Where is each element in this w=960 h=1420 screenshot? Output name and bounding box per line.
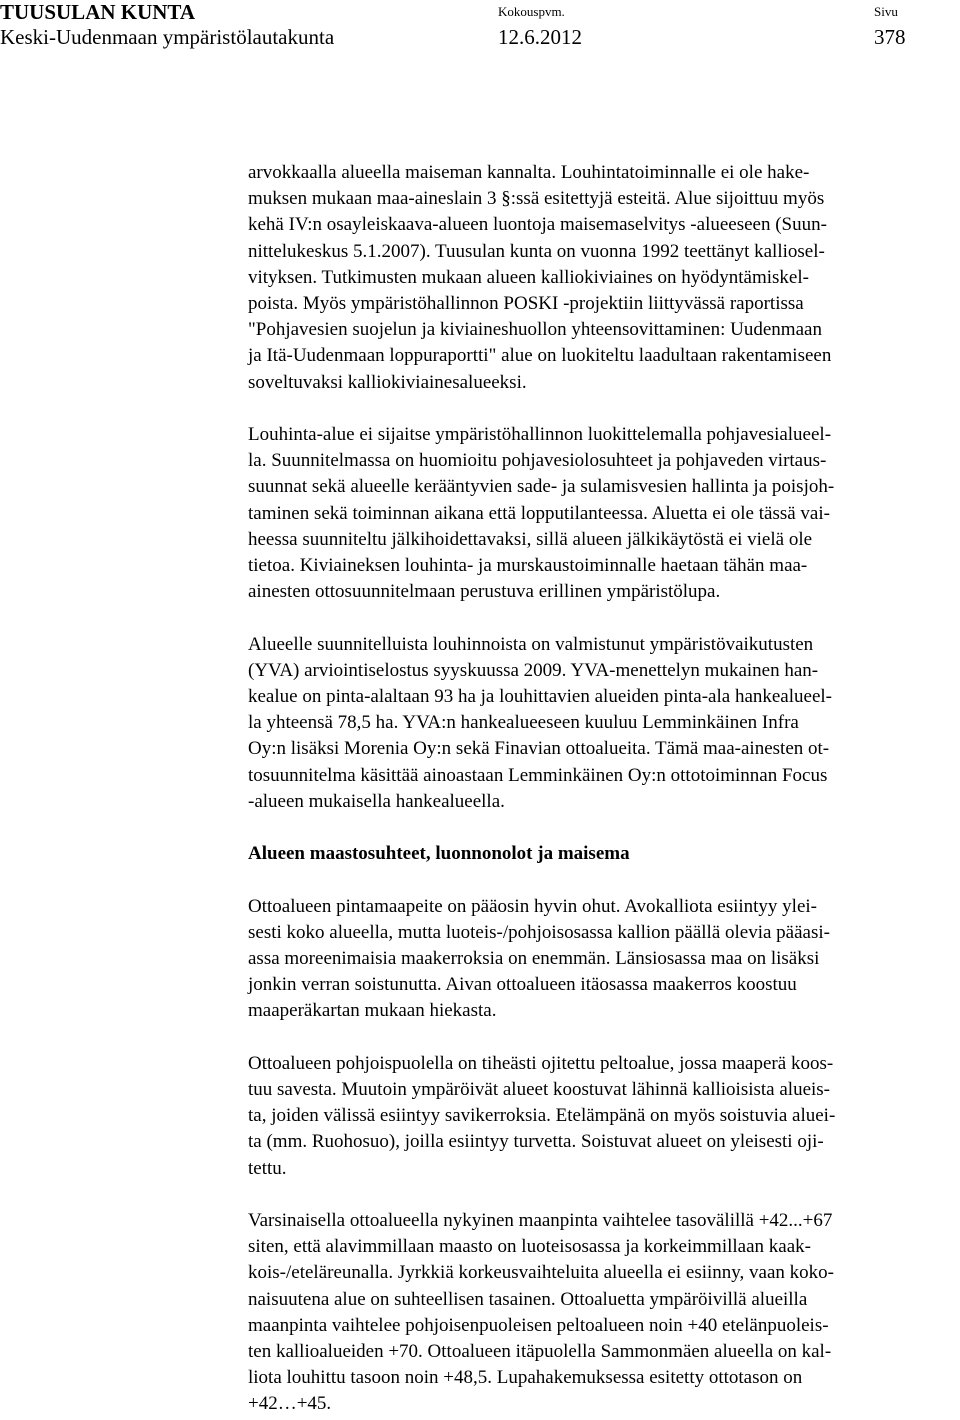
- paragraph: [248, 632, 958, 815]
- text-line: jonkin verran soistunutta. Aivan ottoalueen itäosassa maakerros koostuu: [248, 974, 797, 996]
- section-heading: [248, 841, 958, 867]
- text-line: Alueelle suunnitelluista louhinnoista on valmistunut ympäristövaikutusten: [248, 633, 814, 655]
- text-line: +42…+45.: [248, 1393, 332, 1415]
- text-line: -alueen mukaisella hankealueella.: [248, 790, 505, 812]
- text-line: muksen mukaan maa-aineslain 3 §:ssä esitettyjä esteitä. Alue sijoittuu myös: [248, 188, 825, 210]
- text-line: vityksen. Tutkimusten mukaan alueen kalliokiviaines on hyödyntämiskel-: [248, 266, 809, 288]
- paragraph-gap: [248, 867, 958, 893]
- text-line: kois-/eteläreunalla. Jyrkkiä korkeusvaihteluita alueella ei esiinny, vaan koko-: [248, 1262, 834, 1284]
- meeting-date: 12.6.2012: [498, 25, 582, 49]
- paragraph-gap: [248, 605, 958, 631]
- text-line: Ottoalueen pohjoispuolella on tiheästi ojitettu peltoalue, jossa maaperä koos-: [248, 1052, 834, 1074]
- text-line: (YVA) arviointiselostus syyskuussa 2009. YVA-menettelyn mukainen han-: [248, 659, 819, 681]
- text-line: siten, että alavimmillaan maasto on luoteisosassa ja korkeimmillaan kaak-: [248, 1236, 811, 1258]
- text-line: nittelukeskus 5.1.2007). Tuusulan kunta on vuonna 1992 teettänyt kalliosel-: [248, 240, 825, 262]
- paragraph-gap: [248, 1025, 958, 1051]
- document-body: [248, 160, 958, 1418]
- text-line: naisuutena alue on suhteellisen tasainen. Ottoaluetta ympäröivillä alueilla: [248, 1288, 808, 1310]
- text-line: "Pohjavesien suojelun ja kiviaineshuollon yhteensovittaminen: Uudenmaan: [248, 319, 822, 341]
- paragraph: [248, 894, 958, 1025]
- paragraph-gap: [248, 815, 958, 841]
- text-line: Ottoalueen pintamaapeite on pääosin hyvin ohut. Avokalliota esiintyy ylei-: [248, 895, 817, 917]
- paragraph-gap: [248, 1182, 958, 1208]
- text-line: maanpinta vaihtelee pohjoisenpuoleisen peltoalueen noin +40 etelänpuoleis-: [248, 1314, 829, 1336]
- text-line: Varsinaisella ottoalueella nykyinen maanpinta vaihtelee tasovälillä +42...+67: [248, 1210, 833, 1232]
- text-line: tettu.: [248, 1157, 287, 1179]
- text-line: poista. Myös ympäristöhallinnon POSKI -projektiin liittyvässä raportissa: [248, 293, 804, 315]
- text-line: Louhinta-alue ei sijaitse ympäristöhallinnon luokittelemalla pohjavesialueel-: [248, 424, 832, 446]
- text-line: la yhteensä 78,5 ha. YVA:n hankealueeseen kuuluu Lemminkäinen Infra: [248, 712, 799, 734]
- text-line: kealue on pinta-alaltaan 93 ha ja louhittavien alueiden pinta-ala hankealueel-: [248, 686, 832, 708]
- page-header: [0, 0, 960, 52]
- paragraph: [248, 160, 958, 396]
- text-line: soveltuvaksi kalliokiviainesalueeksi.: [248, 371, 527, 393]
- text-line: tuu savesta. Muutoin ympäröivät alueet koostuvat lähinnä kallioisista alueis-: [248, 1079, 831, 1101]
- page-number-label: Sivu: [874, 4, 898, 19]
- text-line: sesti koko alueella, mutta luoteis-/pohjoisosassa kallion päällä olevia pääasi-: [248, 921, 830, 943]
- text-line: liota louhittu tasoon noin +48,5. Lupahakemuksessa esitetty ottotason on: [248, 1367, 803, 1389]
- text-line: ten kallioalueiden +70. Ottoalueen itäpuolella Sammonmäen alueella on kal-: [248, 1341, 832, 1363]
- text-line: kehä IV:n osayleiskaava-alueen luontoja maisemaselvitys -alueeseen (Suun-: [248, 214, 827, 236]
- paragraph: [248, 1208, 958, 1418]
- text-line: Oy:n lisäksi Morenia Oy:n sekä Finavian ottoalueita. Tämä maa-ainesten ot-: [248, 738, 830, 760]
- page-number: 378: [874, 25, 906, 49]
- paragraph-gap: [248, 396, 958, 422]
- text-line: ta, joiden välissä esiintyy savikerroksia. Etelämpänä on myös soistuvia aluei-: [248, 1105, 836, 1127]
- text-line: la. Suunnitelmassa on huomioitu pohjavesiolosuhteet ja pohjaveden virtaus-: [248, 450, 827, 472]
- text-line: tietoa. Kiviaineksen louhinta- ja murskaustoiminnalle haetaan tähän maa-: [248, 555, 808, 577]
- text-line: tosuunnitelma käsittää ainoastaan Lemminkäinen Oy:n ottotoiminnan Focus: [248, 764, 828, 786]
- text-line: ta (mm. Ruohosuo), joilla esiintyy turvetta. Soistuvat alueet on yleisesti oji-: [248, 1131, 824, 1153]
- text-line: Alueen maastosuhteet, luonnonolot ja maisema: [248, 843, 630, 865]
- text-line: heessa suunniteltu jälkihoidettavaksi, sillä alueen jälkikäytöstä ei vielä ole: [248, 528, 813, 550]
- meeting-date-label: Kokouspvm.: [498, 4, 565, 19]
- text-line: suunnat sekä alueelle kerääntyvien sade- ja sulamisvesien hallinta ja poisjoh-: [248, 476, 835, 498]
- text-line: taminen sekä toiminnan aikana että lopputilanteessa. Aluetta ei ole tässä vai-: [248, 502, 830, 524]
- paragraph: [248, 1051, 958, 1182]
- text-line: maaperäkartan mukaan hiekasta.: [248, 1000, 497, 1022]
- text-line: ja Itä-Uudenmaan loppuraportti" alue on luokiteltu laadultaan rakentamiseen: [248, 345, 832, 367]
- text-line: ainesten ottosuunnitelmaan perustuva erillinen ympäristölupa.: [248, 581, 721, 603]
- paragraph: [248, 422, 958, 605]
- text-line: arvokkaalla alueella maiseman kannalta. Louhintatoiminnalle ei ole hake-: [248, 162, 810, 183]
- text-line: assa moreenimaisia maakerroksia on enemmän. Länsiosassa maa on lisäksi: [248, 948, 820, 970]
- board-name: Keski-Uudenmaan ympäristölautakunta: [0, 25, 335, 49]
- organization-name: TUUSULAN KUNTA: [0, 0, 196, 24]
